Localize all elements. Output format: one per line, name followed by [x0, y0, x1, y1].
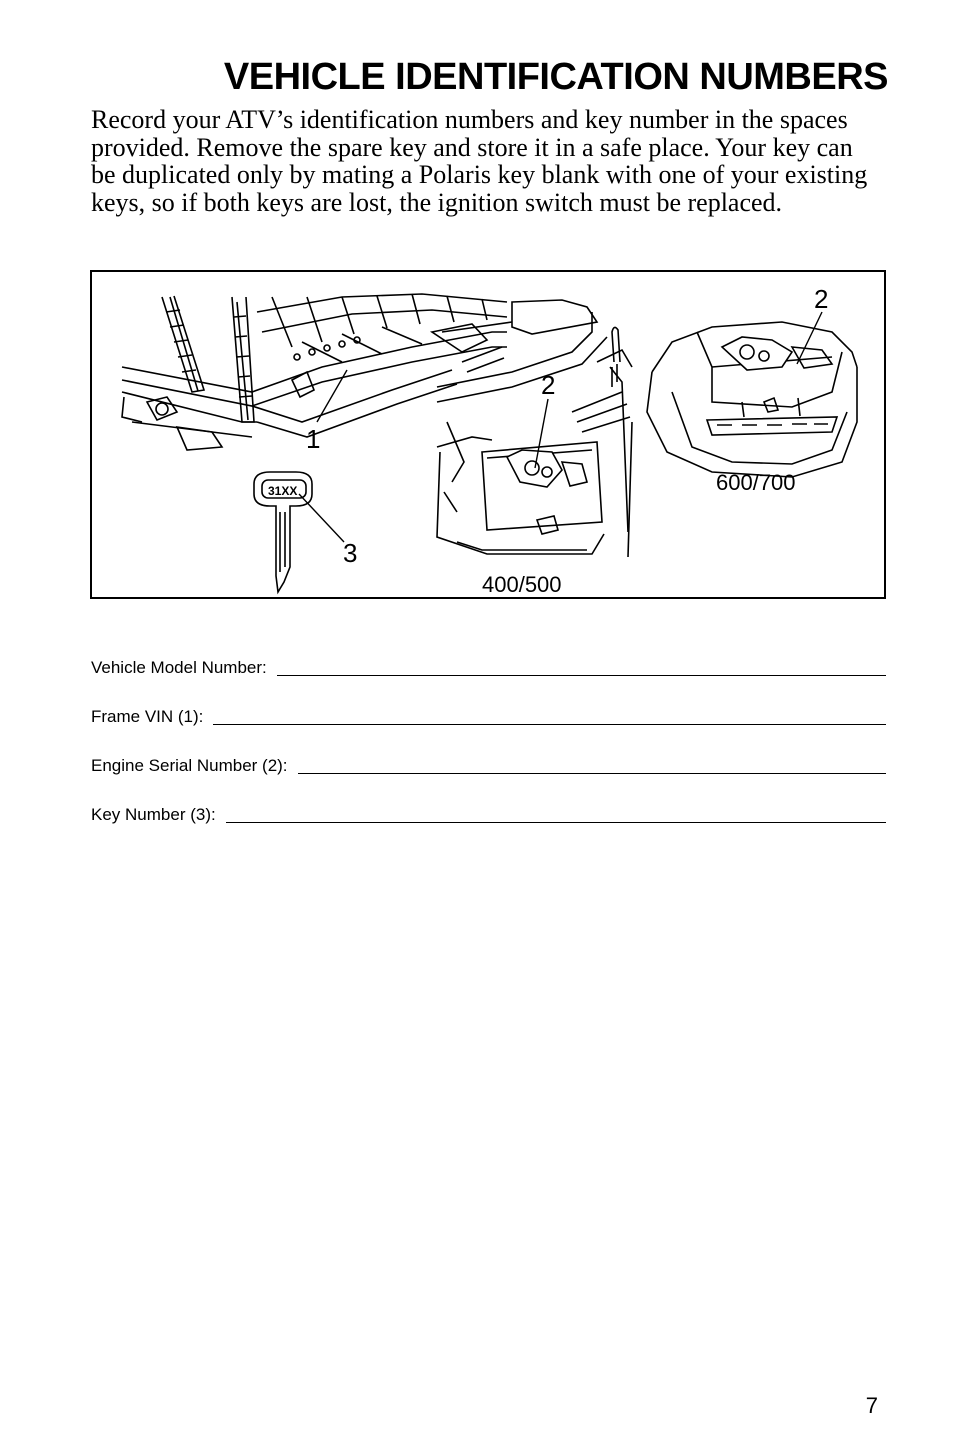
key-number-line: [226, 821, 886, 823]
engine-400-500-illustration: [437, 300, 632, 557]
callout-key-number: 3: [343, 538, 358, 568]
key-number-label: Key Number (3):: [91, 805, 216, 824]
intro-paragraph: Record your ATV’s identification numbers and key number in the spaces provided. Remove the spare key and store it in a safe place. Your key can be duplicated only by mating a Polaris key blank with one of your existing keys, so if both keys are lost, the ignition switch must be replaced.: [91, 105, 868, 217]
model-label-400-500: 400/500: [482, 572, 562, 597]
engine-serial-number-row: [91, 751, 886, 775]
figure-illustration: [92, 272, 886, 599]
callout-engine-400-500: 2: [541, 370, 556, 400]
vehicle-model-number-label: Vehicle Model Number:: [91, 658, 267, 677]
model-label-600-700: 600/700: [716, 470, 796, 495]
page-title: VEHICLE IDENTIFICATION NUMBERS: [223, 56, 888, 98]
engine-600-700-illustration: [647, 322, 857, 477]
vehicle-model-number-line: [277, 674, 886, 676]
frame-vin-label: Frame VIN (1):: [91, 707, 204, 726]
frame-vin-line: [213, 723, 886, 725]
key-stamp: 31XX: [268, 484, 298, 498]
identification-figure: [90, 270, 886, 599]
callout-frame-vin: 1: [306, 424, 321, 454]
engine-serial-number-label: Engine Serial Number (2):: [91, 756, 288, 775]
key-number-row: [91, 800, 886, 824]
vehicle-model-number-row: [91, 653, 886, 677]
frame-vin-row: [91, 702, 886, 726]
engine-serial-number-line: [298, 772, 886, 774]
callout-engine-600-700: 2: [814, 284, 829, 314]
page-number: 7: [865, 1393, 878, 1418]
